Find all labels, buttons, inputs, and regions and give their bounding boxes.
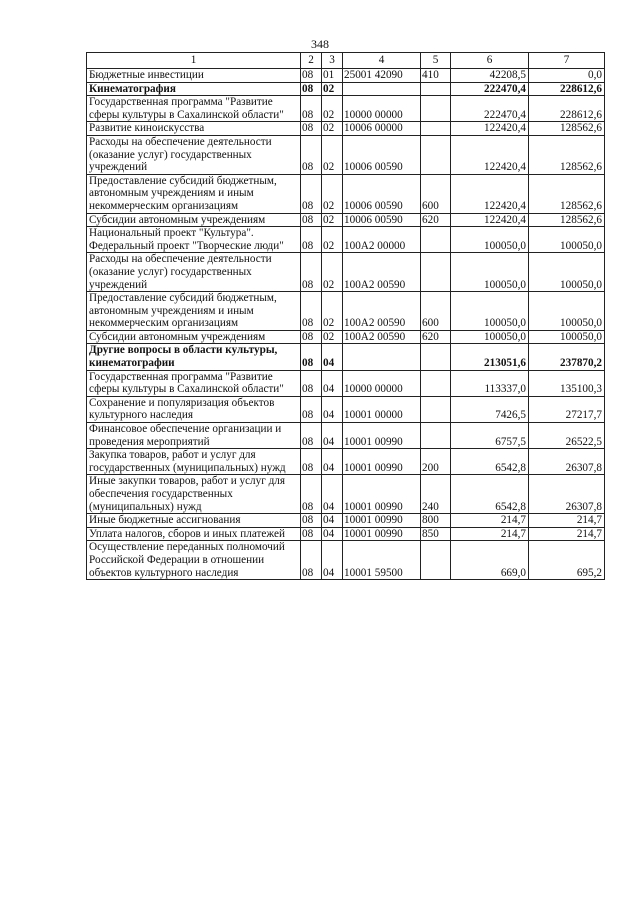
row-expense-type-cell: 410 [421,69,451,83]
row-target-article-cell: 10001 00990 [343,514,421,528]
row-subsection-cell: 04 [322,514,343,528]
row-target-article-cell: 10001 00990 [343,449,421,475]
row-name-cell: Государственная программа "Развитие сферы культуры в Сахалинской области" [87,96,301,122]
row-name-cell: Закупка товаров, работ и услуг для государственных (муниципальных) нужд [87,449,301,475]
row-amount-1-cell: 122420,4 [451,213,529,227]
row-name-cell: Бюджетные инвестиции [87,69,301,83]
row-target-article-cell: 10001 59500 [343,541,421,580]
row-amount-2-cell: 214,7 [529,527,605,541]
row-subsection-cell: 02 [322,96,343,122]
row-subsection-cell: 02 [322,227,343,253]
row-target-article-cell: 100А2 00590 [343,253,421,292]
budget-table [86,52,605,580]
table-row [87,292,605,331]
row-name-cell: Предоставление субсидий бюджетным, автономным учреждениям и иным некоммерческим организациям [87,292,301,331]
row-target-article-cell [343,82,421,96]
row-amount-2-cell: 26307,8 [529,449,605,475]
row-amount-1-cell: 113337,0 [451,370,529,396]
row-amount-1-cell: 100050,0 [451,330,529,344]
row-subsection-cell: 02 [322,82,343,96]
row-amount-2-cell: 228612,6 [529,82,605,96]
row-name-cell: Субсидии автономным учреждениям [87,330,301,344]
header-col-3: 3 [322,53,343,69]
row-section-cell: 08 [301,370,322,396]
table-row [87,527,605,541]
row-subsection-cell: 04 [322,449,343,475]
row-expense-type-cell [421,82,451,96]
row-section-cell: 08 [301,423,322,449]
row-expense-type-cell [421,135,451,174]
row-subsection-cell: 02 [322,253,343,292]
row-amount-1-cell: 669,0 [451,541,529,580]
row-section-cell: 08 [301,253,322,292]
table-row [87,370,605,396]
row-amount-1-cell: 214,7 [451,527,529,541]
row-section-cell: 08 [301,227,322,253]
row-name-cell: Осуществление переданных полномочий Российской Федерации в отношении объектов культурного наследия [87,541,301,580]
row-amount-1-cell: 214,7 [451,514,529,528]
row-amount-1-cell: 6542,8 [451,475,529,514]
row-target-article-cell: 10006 00590 [343,213,421,227]
row-section-cell: 08 [301,292,322,331]
row-name-cell: Иные бюджетные ассигнования [87,514,301,528]
header-col-5: 5 [421,53,451,69]
row-target-article-cell: 10001 00990 [343,475,421,514]
row-amount-2-cell: 27217,7 [529,396,605,422]
row-amount-2-cell: 128562,6 [529,174,605,213]
row-expense-type-cell [421,344,451,370]
row-subsection-cell: 01 [322,69,343,83]
row-name-cell: Другие вопросы в области культуры, кинематографии [87,344,301,370]
table-row [87,253,605,292]
table-row [87,330,605,344]
row-expense-type-cell [421,423,451,449]
row-amount-2-cell: 100050,0 [529,227,605,253]
row-amount-1-cell: 100050,0 [451,253,529,292]
row-amount-2-cell: 228612,6 [529,96,605,122]
row-target-article-cell: 10006 00590 [343,174,421,213]
row-amount-1-cell: 222470,4 [451,82,529,96]
row-amount-2-cell: 128562,6 [529,213,605,227]
row-name-cell: Уплата налогов, сборов и иных платежей [87,527,301,541]
row-expense-type-cell [421,541,451,580]
row-section-cell: 08 [301,122,322,136]
row-amount-2-cell: 128562,6 [529,135,605,174]
row-expense-type-cell: 850 [421,527,451,541]
row-subsection-cell: 02 [322,292,343,331]
row-amount-1-cell: 100050,0 [451,292,529,331]
table-row [87,227,605,253]
row-target-article-cell: 25001 42090 [343,69,421,83]
table-row [87,122,605,136]
row-target-article-cell: 100А2 00590 [343,330,421,344]
row-target-article-cell: 10000 00000 [343,96,421,122]
row-amount-2-cell: 26522,5 [529,423,605,449]
row-amount-1-cell: 213051,6 [451,344,529,370]
row-subsection-cell: 04 [322,475,343,514]
row-name-cell: Расходы на обеспечение деятельности (оказание услуг) государственных учреждений [87,253,301,292]
row-expense-type-cell [421,253,451,292]
row-section-cell: 08 [301,475,322,514]
row-subsection-cell: 02 [322,213,343,227]
row-amount-2-cell: 214,7 [529,514,605,528]
row-subsection-cell: 04 [322,370,343,396]
row-section-cell: 08 [301,541,322,580]
row-subsection-cell: 04 [322,396,343,422]
row-section-cell: 08 [301,69,322,83]
row-section-cell: 08 [301,396,322,422]
row-expense-type-cell: 600 [421,174,451,213]
row-amount-2-cell: 26307,8 [529,475,605,514]
row-name-cell: Кинематография [87,82,301,96]
row-amount-1-cell: 6757,5 [451,423,529,449]
row-section-cell: 08 [301,527,322,541]
row-section-cell: 08 [301,213,322,227]
row-section-cell: 08 [301,96,322,122]
row-subsection-cell: 02 [322,122,343,136]
row-amount-2-cell: 0,0 [529,69,605,83]
row-expense-type-cell: 620 [421,330,451,344]
header-col-4: 4 [343,53,421,69]
row-amount-2-cell: 100050,0 [529,292,605,331]
table-row [87,344,605,370]
row-expense-type-cell [421,227,451,253]
row-subsection-cell: 02 [322,174,343,213]
table-row [87,475,605,514]
table-row [87,82,605,96]
row-target-article-cell: 100А2 00000 [343,227,421,253]
row-target-article-cell: 10001 00000 [343,396,421,422]
row-section-cell: 08 [301,449,322,475]
row-name-cell: Субсидии автономным учреждениям [87,213,301,227]
page-number: 348 [311,37,329,51]
table-row [87,541,605,580]
row-subsection-cell: 04 [322,527,343,541]
row-target-article-cell: 10006 00590 [343,135,421,174]
row-amount-1-cell: 100050,0 [451,227,529,253]
row-amount-1-cell: 6542,8 [451,449,529,475]
row-amount-2-cell: 237870,2 [529,344,605,370]
row-name-cell: Развитие киноискусства [87,122,301,136]
row-section-cell: 08 [301,514,322,528]
row-expense-type-cell: 240 [421,475,451,514]
row-subsection-cell: 02 [322,330,343,344]
row-amount-1-cell: 222470,4 [451,96,529,122]
row-amount-1-cell: 122420,4 [451,122,529,136]
row-expense-type-cell [421,96,451,122]
row-target-article-cell: 10001 00990 [343,423,421,449]
table-row [87,69,605,83]
row-expense-type-cell: 620 [421,213,451,227]
row-target-article-cell: 10001 00990 [343,527,421,541]
row-section-cell: 08 [301,174,322,213]
row-name-cell: Финансовое обеспечение организации и проведения мероприятий [87,423,301,449]
row-target-article-cell: 10006 00000 [343,122,421,136]
row-expense-type-cell [421,122,451,136]
table-row [87,396,605,422]
row-target-article-cell [343,344,421,370]
table-row [87,449,605,475]
row-expense-type-cell: 200 [421,449,451,475]
row-amount-1-cell: 7426,5 [451,396,529,422]
row-amount-2-cell: 695,2 [529,541,605,580]
table-row [87,213,605,227]
table-row [87,96,605,122]
row-target-article-cell: 100А2 00590 [343,292,421,331]
row-name-cell: Сохранение и популяризация объектов культурного наследия [87,396,301,422]
table-row [87,174,605,213]
row-section-cell: 08 [301,330,322,344]
row-name-cell: Национальный проект "Культура". Федеральный проект "Творческие люди" [87,227,301,253]
table-row [87,423,605,449]
header-col-6: 6 [451,53,529,69]
row-subsection-cell: 04 [322,344,343,370]
row-target-article-cell: 10000 00000 [343,370,421,396]
row-subsection-cell: 02 [322,135,343,174]
row-section-cell: 08 [301,135,322,174]
header-col-1: 1 [87,53,301,69]
row-name-cell: Государственная программа "Развитие сферы культуры в Сахалинской области" [87,370,301,396]
header-col-7: 7 [529,53,605,69]
row-amount-2-cell: 100050,0 [529,253,605,292]
table-body [87,69,605,580]
row-expense-type-cell [421,396,451,422]
row-expense-type-cell [421,370,451,396]
header-col-2: 2 [301,53,322,69]
row-name-cell: Иные закупки товаров, работ и услуг для обеспечения государственных (муниципальных) нужд [87,475,301,514]
row-subsection-cell: 04 [322,423,343,449]
header-row [87,53,605,69]
table-row [87,514,605,528]
row-amount-2-cell: 128562,6 [529,122,605,136]
row-amount-2-cell: 100050,0 [529,330,605,344]
row-section-cell: 08 [301,82,322,96]
row-name-cell: Предоставление субсидий бюджетным, автономным учреждениям и иным некоммерческим организациям [87,174,301,213]
row-amount-1-cell: 122420,4 [451,135,529,174]
row-expense-type-cell: 600 [421,292,451,331]
row-amount-1-cell: 122420,4 [451,174,529,213]
row-subsection-cell: 04 [322,541,343,580]
row-expense-type-cell: 800 [421,514,451,528]
row-section-cell: 08 [301,344,322,370]
table-row [87,135,605,174]
row-amount-1-cell: 42208,5 [451,69,529,83]
row-amount-2-cell: 135100,3 [529,370,605,396]
row-name-cell: Расходы на обеспечение деятельности (оказание услуг) государственных учреждений [87,135,301,174]
